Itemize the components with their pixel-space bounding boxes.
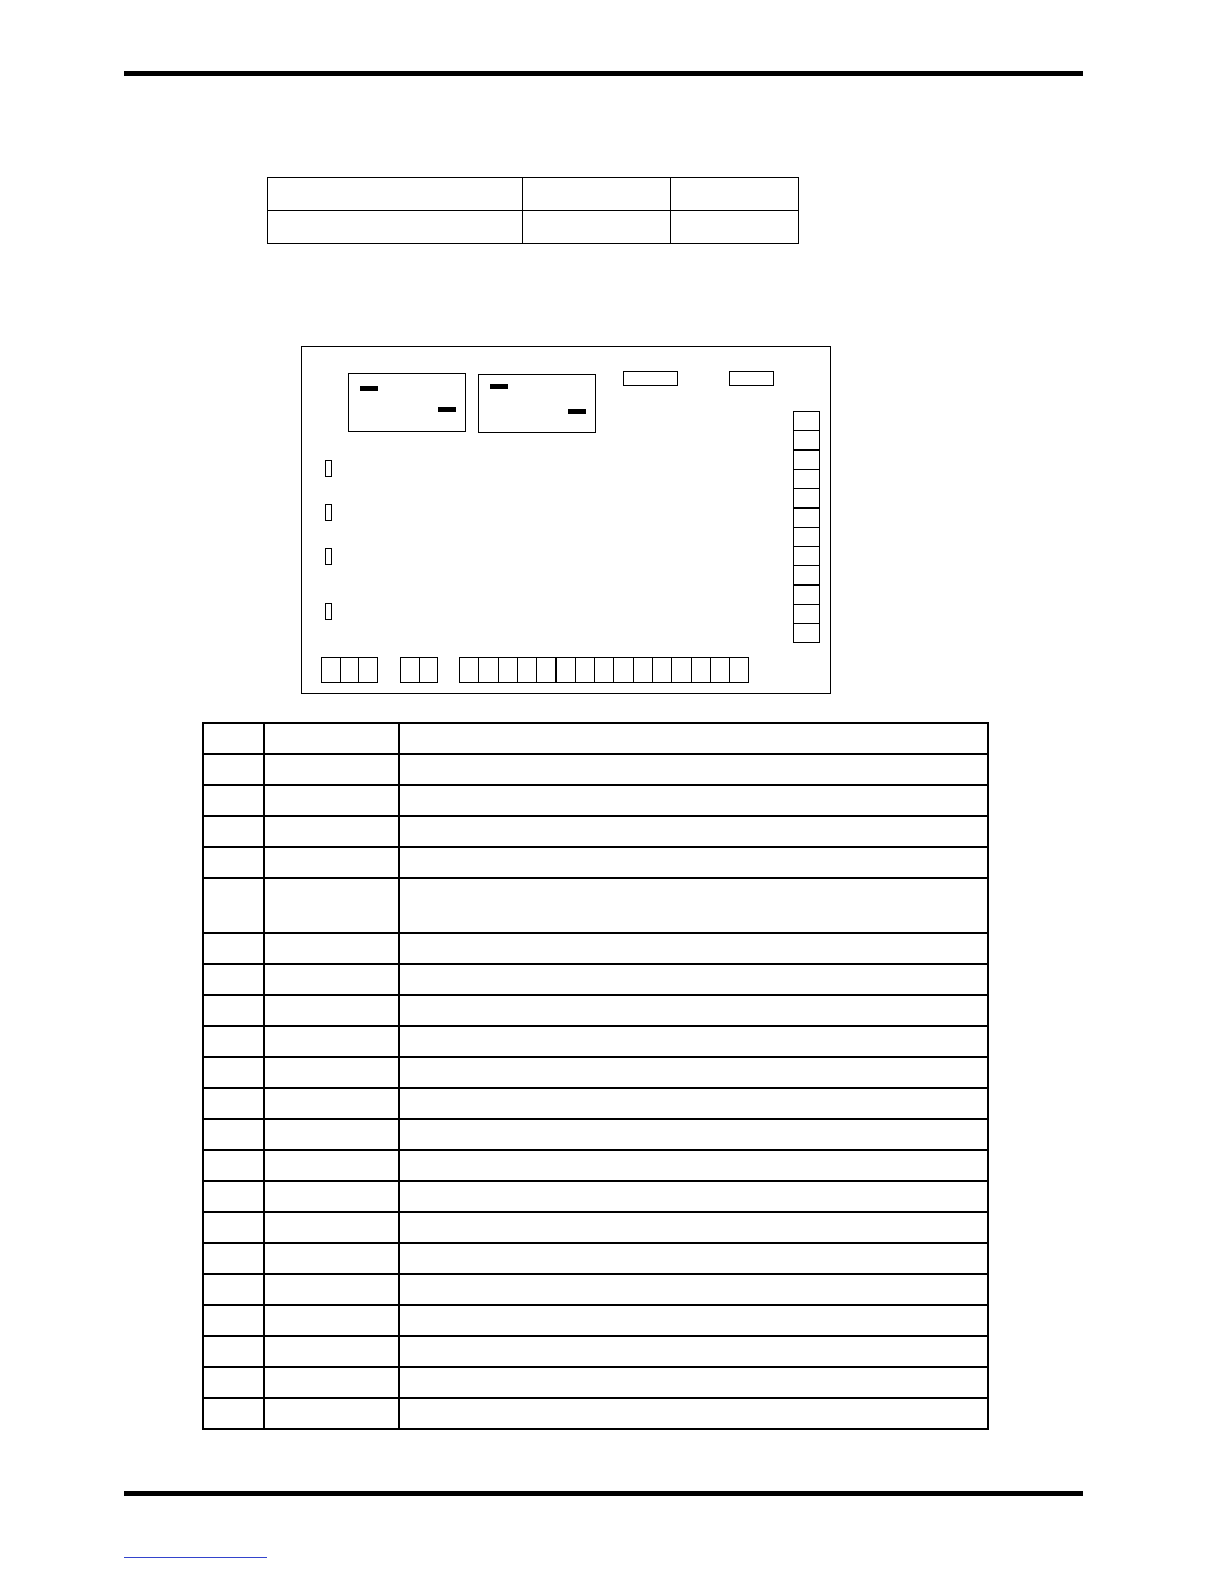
- table-cell: [399, 933, 988, 964]
- connector-cell: [633, 657, 653, 683]
- table-cell: [399, 1274, 988, 1305]
- table-cell: [399, 878, 988, 933]
- terminal-cell: [793, 488, 820, 508]
- table-cell: [264, 785, 399, 816]
- table-row: [203, 1398, 988, 1429]
- connector-cell: [321, 657, 341, 683]
- connector-cell: [459, 657, 479, 683]
- table-cell: [399, 754, 988, 785]
- table-cell: [264, 1367, 399, 1398]
- terminal-cell: [793, 430, 820, 450]
- table-row: [203, 1088, 988, 1119]
- table-row: [203, 1119, 988, 1150]
- connector-cell: [556, 657, 576, 683]
- connector-cell: [613, 657, 633, 683]
- table-cell: [399, 1398, 988, 1429]
- table-row: [268, 211, 799, 244]
- header-cell: [268, 211, 523, 244]
- connector-cell: [671, 657, 691, 683]
- table-row: [203, 1057, 988, 1088]
- table-cell: [264, 1119, 399, 1150]
- terminal-cell: [793, 604, 820, 624]
- terminal-cell: [793, 527, 820, 547]
- connector-cell: [478, 657, 498, 683]
- table-cell: [399, 1367, 988, 1398]
- table-cell: [399, 1243, 988, 1274]
- table-row: [203, 1274, 988, 1305]
- bottom-rule: [124, 1491, 1083, 1496]
- table-cell: [264, 933, 399, 964]
- indicator-icon: [325, 603, 332, 620]
- table-row: [203, 1367, 988, 1398]
- connector-cell: [575, 657, 595, 683]
- header-cell: [523, 178, 671, 211]
- table-cell: [203, 964, 264, 995]
- display-segment: [568, 409, 586, 414]
- terminal-cell: [793, 585, 820, 605]
- top-slot: [623, 371, 678, 386]
- header-cell: [523, 211, 671, 244]
- table-cell: [399, 1181, 988, 1212]
- table-cell: [203, 1181, 264, 1212]
- terminal-cell: [793, 411, 820, 431]
- table-cell: [264, 1274, 399, 1305]
- table-cell: [399, 847, 988, 878]
- indicator-icon: [325, 504, 332, 521]
- table-cell: [203, 1057, 264, 1088]
- table-cell: [264, 723, 399, 754]
- indicator-icon: [325, 548, 332, 565]
- table-cell: [264, 754, 399, 785]
- table-cell: [264, 1088, 399, 1119]
- table-cell: [203, 1150, 264, 1181]
- table-row: [203, 1026, 988, 1057]
- indicator-icon: [325, 460, 332, 477]
- table-cell: [203, 1243, 264, 1274]
- display-panel-left: [348, 373, 466, 432]
- table-cell: [203, 1274, 264, 1305]
- connector-cell: [691, 657, 711, 683]
- header-cell: [671, 211, 799, 244]
- table-cell: [399, 1057, 988, 1088]
- table-cell: [264, 1243, 399, 1274]
- connector-cell: [400, 657, 420, 683]
- table-row: [203, 933, 988, 964]
- table-cell: [399, 723, 988, 754]
- connector-cell: [419, 657, 439, 683]
- table-cell: [203, 995, 264, 1026]
- connector-cell: [710, 657, 730, 683]
- board-diagram: [301, 346, 831, 694]
- table-cell: [264, 995, 399, 1026]
- top-rule: [124, 71, 1083, 76]
- table-cell: [203, 785, 264, 816]
- table-row: [203, 723, 988, 754]
- table-row: [203, 1305, 988, 1336]
- table-cell: [399, 1336, 988, 1367]
- connector-cell: [652, 657, 672, 683]
- table-row: [203, 1150, 988, 1181]
- top-slot: [729, 371, 774, 386]
- table-cell: [203, 723, 264, 754]
- table-cell: [203, 1212, 264, 1243]
- display-segment: [438, 407, 456, 412]
- table-cell: [264, 878, 399, 933]
- display-segment: [490, 384, 508, 389]
- table-cell: [264, 1150, 399, 1181]
- terminal-cell: [793, 623, 820, 643]
- table-cell: [203, 1367, 264, 1398]
- table-cell: [264, 816, 399, 847]
- header-cell: [671, 178, 799, 211]
- table-row: [203, 785, 988, 816]
- table-cell: [264, 964, 399, 995]
- table-row: [268, 178, 799, 211]
- table-row: [203, 847, 988, 878]
- table-cell: [399, 1119, 988, 1150]
- connector-cell: [340, 657, 360, 683]
- connector-cell: [729, 657, 749, 683]
- table-cell: [203, 1336, 264, 1367]
- connector-cell: [358, 657, 378, 683]
- terminal-cell: [793, 565, 820, 585]
- table-cell: [399, 785, 988, 816]
- table-row: [203, 1181, 988, 1212]
- table-cell: [203, 1026, 264, 1057]
- table-cell: [264, 1057, 399, 1088]
- header-cell: [268, 178, 523, 211]
- table-cell: [264, 847, 399, 878]
- table-cell: [203, 878, 264, 933]
- table-cell: [399, 1212, 988, 1243]
- table-cell: [399, 1305, 988, 1336]
- table-cell: [264, 1212, 399, 1243]
- terminal-cell: [793, 546, 820, 566]
- table-cell: [203, 816, 264, 847]
- header-table: [267, 177, 799, 244]
- table-cell: [203, 1305, 264, 1336]
- main-table: [202, 722, 989, 1430]
- table-cell: [399, 816, 988, 847]
- table-cell: [264, 1181, 399, 1212]
- table-row: [203, 816, 988, 847]
- table-cell: [264, 1026, 399, 1057]
- table-cell: [203, 754, 264, 785]
- table-cell: [203, 847, 264, 878]
- table-row: [203, 1336, 988, 1367]
- footer-link[interactable]: [124, 1557, 267, 1558]
- table-row: [203, 1243, 988, 1274]
- table-row: [203, 964, 988, 995]
- connector-cell: [498, 657, 518, 683]
- table-row: [203, 878, 988, 933]
- table-cell: [399, 1026, 988, 1057]
- table-row: [203, 754, 988, 785]
- table-cell: [399, 964, 988, 995]
- display-segment: [360, 386, 378, 391]
- table-cell: [264, 1336, 399, 1367]
- terminal-cell: [793, 469, 820, 489]
- table-cell: [203, 1119, 264, 1150]
- table-cell: [399, 1150, 988, 1181]
- table-cell: [203, 1398, 264, 1429]
- table-cell: [264, 1305, 399, 1336]
- table-row: [203, 1212, 988, 1243]
- connector-cell: [594, 657, 614, 683]
- table-row: [203, 995, 988, 1026]
- table-cell: [399, 1088, 988, 1119]
- table-cell: [203, 1088, 264, 1119]
- table-cell: [399, 995, 988, 1026]
- terminal-cell: [793, 508, 820, 528]
- table-cell: [203, 933, 264, 964]
- terminal-cell: [793, 450, 820, 470]
- table-cell: [264, 1398, 399, 1429]
- connector-cell: [517, 657, 537, 683]
- connector-cell: [536, 657, 556, 683]
- display-panel-right: [478, 374, 596, 433]
